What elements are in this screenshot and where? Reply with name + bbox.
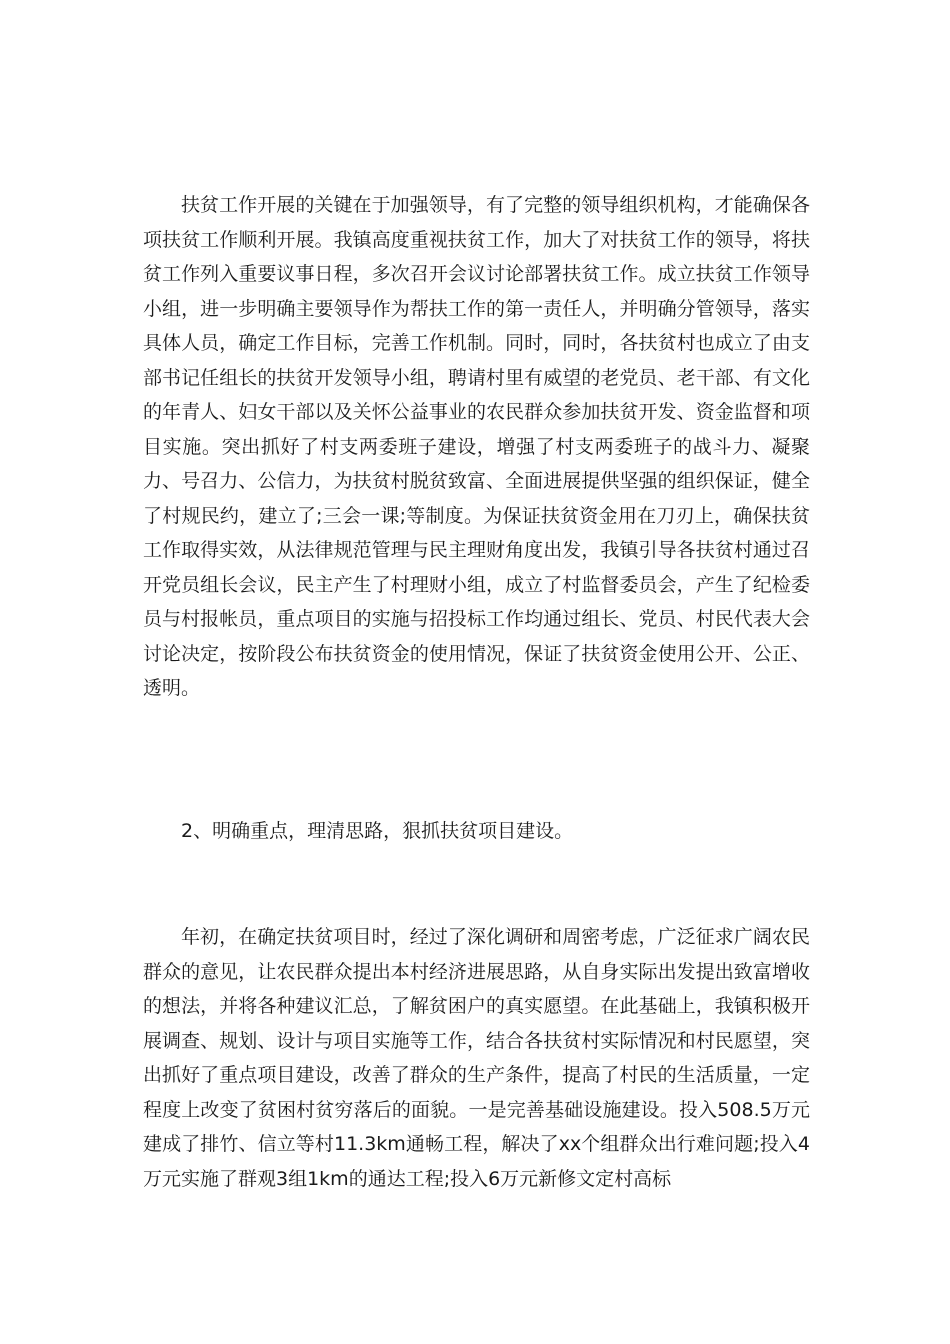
section-heading: 2、明确重点，理清思路，狠抓扶贫项目建设。 [181,820,574,842]
body-paragraph: 扶贫工作开展的关键在于加强领导，有了完整的领导组织机构，才能确保各项扶贫工作顺利开展。我镇高度重视扶贫工作，加大了对扶贫工作的领导，将扶贫工作列入重要议事日程，多次召开会议讨论部署扶贫工作。成立扶贫工作领导小组，进一步明确主要领导作为帮扶工作的第一责任人，并明确分管领导，落实具体人员，确定工作目标，完善工作机制。同时，同时，各扶贫村也成立了由支部书记任组长的扶贫开发领导小组，聘请村里有威望的老党员、老干部、有文化的年青人、妇女干部以及关怀公益事业的农民群众参加扶贫开发、资金监督和项目实施。突出抓好了村支两委班子建设，增强了村支两委班子的战斗力、凝聚力、号召力、公信力，为扶贫村脱贫致富、全面进展提供坚强的组织保证，健全了村规民约，建立了;三会一课;等制度。为保证扶贫资金用在刀刃上，确保扶贫工作取得实效，从法律规范管理与民主理财角度出发，我镇引导各扶贫村通过召开党员组长会议，民主产生了村理财小组，成立了村监督委员会，产生了纪检委员与村报帐员，重点项目的实施与招投标工作均通过组长、党员、村民代表大会讨论决定，按阶段公布扶贫资金的使用情况，保证了扶贫资金使用公开、公正、透明。 [143,194,810,699]
body-paragraph: 年初，在确定扶贫项目时，经过了深化调研和周密考虑，广泛征求广阔农民群众的意见，让农民群众提出本村经济进展思路，从自身实际出发提出致富增收的想法，并将各种建议汇总，了解贫困户的真实愿望。在此基础上，我镇积极开展调查、规划、设计与项目实施等工作，结合各扶贫村实际情况和村民愿望，突出抓好了重点项目建设，改善了群众的生产条件，提高了村民的生活质量，一定程度上改变了贫困村贫穷落后的面貌。一是完善基础设施建设。投入508.5万元建成了排竹、信立等村11.3km通畅工程，解决了xx个组群众出行难问题;投入4万元实施了群观3组1km的通达工程;投入6万元新修文定村高标 [143,926,810,1190]
